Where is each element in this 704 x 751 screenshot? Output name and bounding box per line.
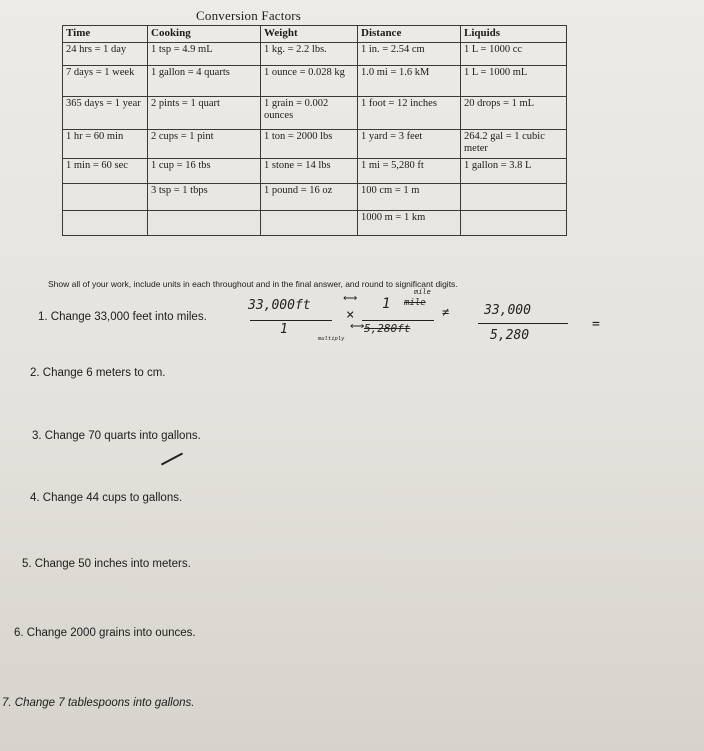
table-cell: 1 mi = 5,280 ft: [358, 159, 461, 184]
table-cell: 1 gallon = 4 quarts: [148, 66, 261, 97]
table-cell: [63, 211, 148, 236]
arrow-icon: ⟷: [350, 321, 365, 332]
question-3: 3. Change 70 quarts into gallons.: [32, 430, 201, 442]
table-header-row: [63, 26, 567, 43]
table-cell: 2 cups = 1 pint: [148, 130, 261, 159]
conversion-table: [62, 25, 567, 236]
table-cell: 1 gallon = 3.8 L: [461, 159, 567, 184]
table-row: [63, 130, 567, 159]
table-cell: 2 pints = 1 quart: [148, 97, 261, 130]
table-cell: 1 ton = 2000 lbs: [261, 130, 358, 159]
header-distance: Distance: [358, 26, 461, 43]
table-cell: 1 hr = 60 min: [63, 130, 148, 159]
table-cell: 1 min = 60 sec: [63, 159, 148, 184]
handwritten-denominator-2: 5,280ft: [364, 322, 411, 335]
handwritten-denominator-3: 5,280: [490, 328, 530, 343]
table-cell: 1 L = 1000 mL: [461, 66, 567, 97]
fraction-line: [250, 320, 332, 321]
table-cell: 1 kg. = 2.2 lbs.: [261, 43, 358, 66]
table-cell: [63, 184, 148, 211]
table-cell: 1 L = 1000 cc: [461, 43, 567, 66]
handwritten-numerator-3: 33,000: [484, 303, 531, 318]
table-cell: 1000 m = 1 km: [358, 211, 461, 236]
table-cell: 264.2 gal = 1 cubic meter: [461, 130, 567, 159]
handwritten-multiply-note: multiply: [318, 336, 345, 342]
handwritten-equals: =: [592, 317, 600, 332]
question-4: 4. Change 44 cups to gallons.: [30, 492, 183, 504]
question-7: 7. Change 7 tablespoons into gallons.: [2, 697, 195, 709]
table-cell: 1 foot = 12 inches: [358, 97, 461, 130]
question-5: 5. Change 50 inches into meters.: [22, 558, 191, 570]
header-weight: Weight: [261, 26, 358, 43]
table-cell: 365 days = 1 year: [63, 97, 148, 130]
table-cell: 20 drops = 1 mL: [461, 97, 567, 130]
handwritten-denominator-1: 1: [280, 322, 288, 337]
header-cooking: Cooking: [148, 26, 261, 43]
table-cell: 1 in. = 2.54 cm: [358, 43, 461, 66]
table-cell: [461, 211, 567, 236]
handwritten-mile-crossed: mile: [404, 298, 426, 308]
table-cell: 1 grain = 0.002 ounces: [261, 97, 358, 130]
handwritten-mile-label: mile: [414, 288, 431, 296]
table-cell: 1 stone = 14 lbs: [261, 159, 358, 184]
header-time: Time: [63, 26, 148, 43]
table-cell: 100 cm = 1 m: [358, 184, 461, 211]
table-cell: 1 ounce = 0.028 kg: [261, 66, 358, 97]
question-2: 2. Change 6 meters to cm.: [30, 367, 166, 379]
question-6: 6. Change 2000 grains into ounces.: [14, 627, 196, 639]
table-cell: 1 pound = 16 oz: [261, 184, 358, 211]
instructions-text: Show all of your work, include units in each throughout and in the final answer, and round to significant digits.: [48, 279, 458, 289]
table-cell: 3 tsp = 1 tbps: [148, 184, 261, 211]
table-cell: [261, 211, 358, 236]
table-row: [63, 66, 567, 97]
table-row: [63, 184, 567, 211]
handwritten-numerator-2: 1: [382, 296, 391, 312]
table-title: Conversion Factors: [196, 8, 302, 23]
handwritten-crossed-equals: ≠: [442, 305, 450, 319]
handwritten-numerator-1: 33,000ft: [248, 298, 311, 313]
question-1: 1. Change 33,000 feet into miles.: [38, 311, 207, 323]
table-cell: 1 cup = 16 tbs: [148, 159, 261, 184]
table-cell: [461, 184, 567, 211]
table-cell: 1 tsp = 4.9 mL: [148, 43, 261, 66]
fraction-line: [478, 323, 568, 324]
table-cell: 1 yard = 3 feet: [358, 130, 461, 159]
table-cell: 1.0 mi = 1.6 kM: [358, 66, 461, 97]
table-cell: 7 days = 1 week: [63, 66, 148, 97]
table-cell: 24 hrs = 1 day: [63, 43, 148, 66]
table-row: [63, 211, 567, 236]
table-row: [63, 97, 567, 130]
arrow-icon: ⟷: [343, 293, 358, 304]
table-row: [63, 43, 567, 66]
table-cell: [148, 211, 261, 236]
header-liquids: Liquids: [461, 26, 567, 43]
handwritten-times: ×: [346, 307, 355, 323]
fraction-line: [362, 320, 434, 321]
table-row: [63, 159, 567, 184]
